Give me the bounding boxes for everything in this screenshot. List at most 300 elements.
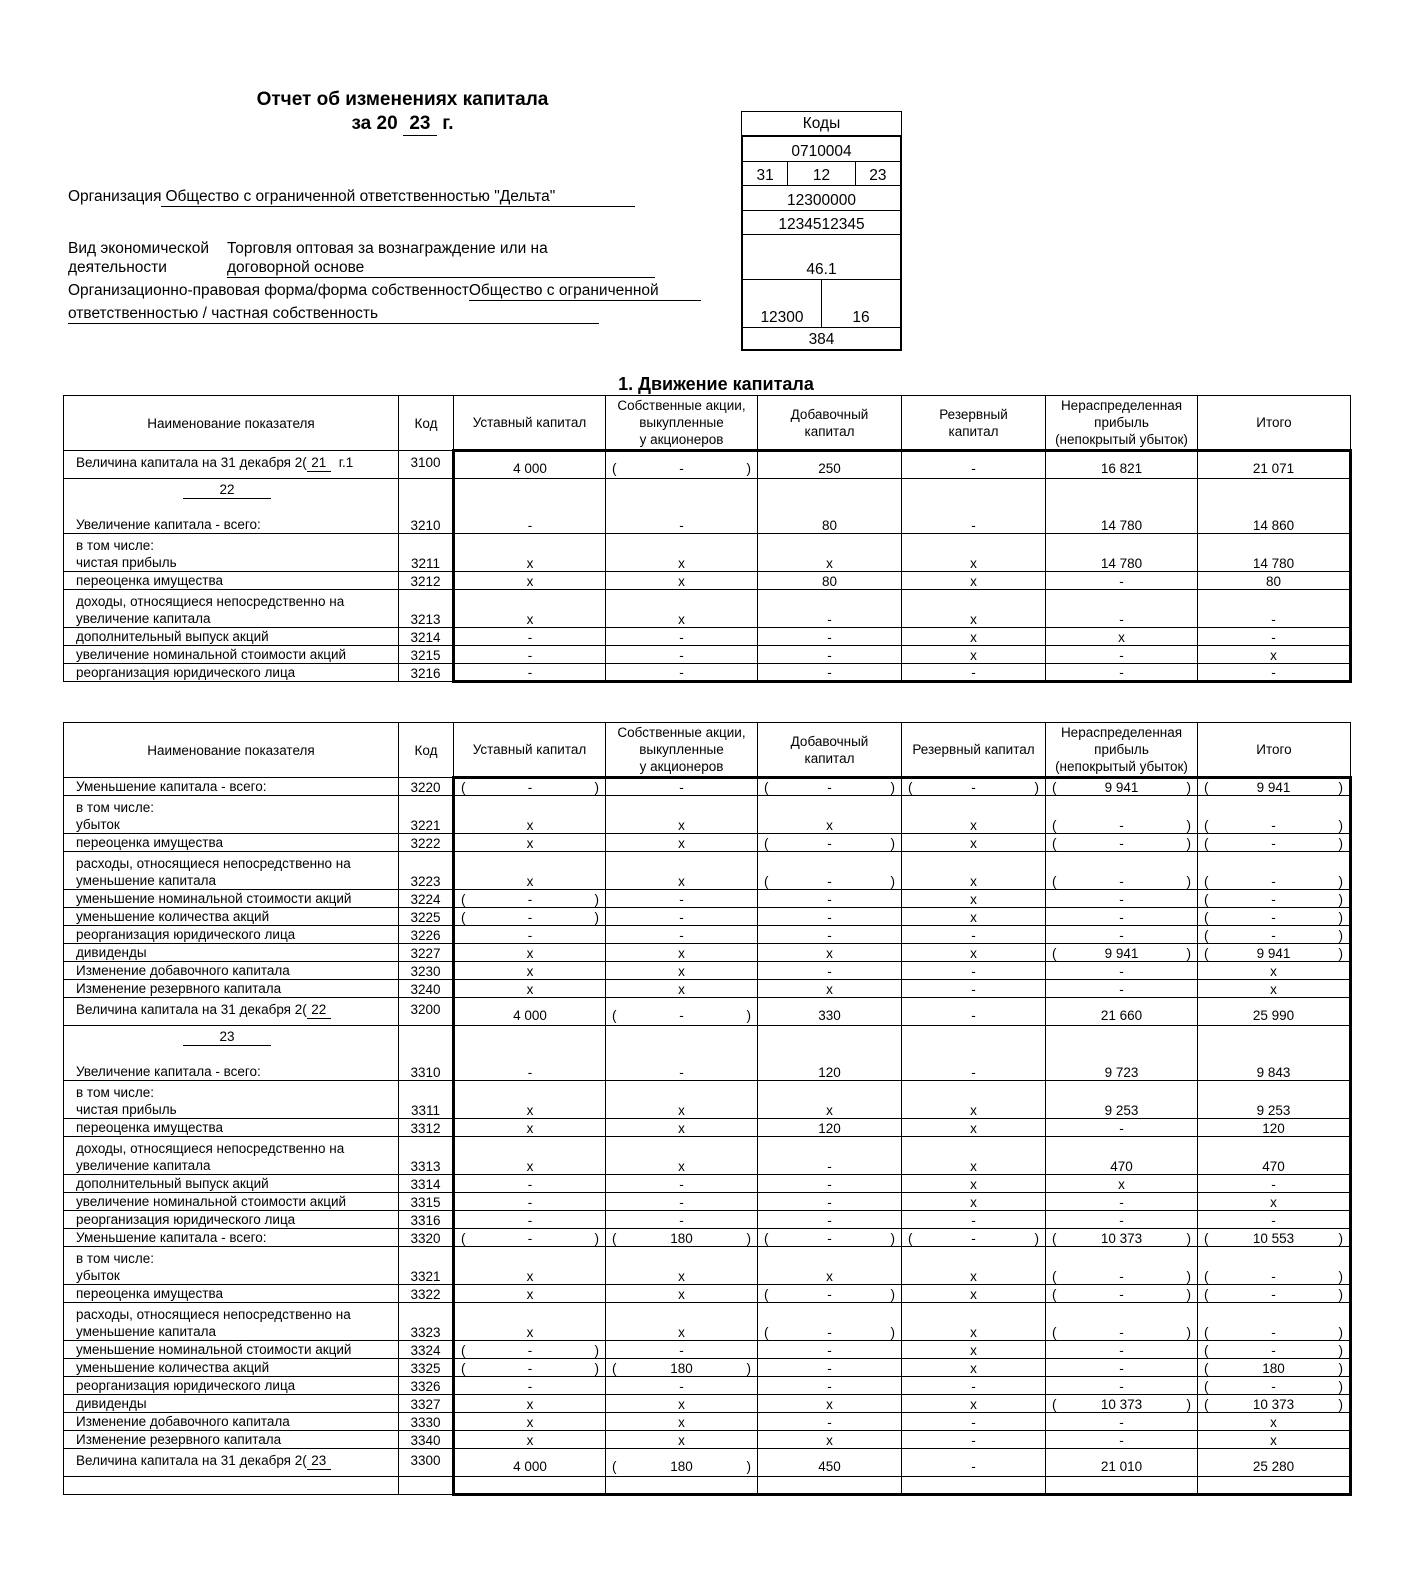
paren-close: )	[1338, 910, 1343, 925]
row-code: 3316	[399, 1211, 454, 1229]
row-name-text: уменьшение капитала	[76, 873, 216, 888]
cell-value: -	[527, 1343, 533, 1358]
paren-close: )	[1186, 836, 1191, 851]
cell-retained: -	[1046, 646, 1198, 664]
row-name	[64, 1081, 399, 1119]
cell-retained: -	[1046, 1359, 1198, 1377]
table-row	[64, 834, 1351, 852]
code-date-month: 12	[787, 162, 854, 185]
cell-additional	[758, 834, 902, 852]
table-row	[64, 1193, 1351, 1211]
col-retained: Нераспределенная прибыль (непокрытый убыток)	[1046, 723, 1198, 778]
cell-total: 25 280	[1198, 1449, 1351, 1477]
row-name	[64, 1193, 399, 1211]
cell-reserve: -	[902, 1377, 1046, 1395]
cell-value: -	[1119, 1325, 1124, 1340]
cell-reserve: -	[902, 1431, 1046, 1449]
cell-own-shares: -	[606, 908, 758, 926]
row-name	[64, 664, 399, 682]
cell-own-shares: x	[606, 1119, 758, 1137]
row-name-text: чистая прибыль	[76, 1102, 177, 1117]
cell-own-shares: x	[606, 1431, 758, 1449]
paren-open: (	[1204, 1269, 1209, 1284]
table-row	[64, 1395, 1351, 1413]
cell-retained: -	[1046, 1413, 1198, 1431]
cell-additional: -	[758, 1413, 902, 1431]
cell-charter: x	[454, 590, 606, 628]
col-own-shares: Собственные акции, выкупленные у акционеров	[606, 396, 758, 451]
cell-charter: -	[454, 926, 606, 944]
cell-reserve: -	[902, 1211, 1046, 1229]
report-period	[200, 113, 605, 136]
cell-additional	[758, 852, 902, 890]
row-name	[64, 908, 399, 926]
cell-value: -	[1271, 892, 1276, 907]
row-name-line1: в том числе:	[76, 538, 154, 553]
cell-own-shares	[606, 1229, 758, 1247]
section-title: 1. Движение капитала	[618, 374, 814, 394]
cell-value: -	[827, 1287, 832, 1302]
row-name-text: переоценка имущества	[76, 835, 223, 850]
paren-close: )	[890, 874, 895, 889]
row-code: 3322	[399, 1285, 454, 1303]
paren-close: )	[1338, 1379, 1343, 1394]
row-name	[64, 1119, 399, 1137]
row-code: 3315	[399, 1193, 454, 1211]
cell-own-shares: -	[606, 1377, 758, 1395]
cell-retained: -	[1046, 572, 1198, 590]
paren-open: (	[1052, 836, 1057, 851]
row-code: 3320	[399, 1229, 454, 1247]
cell-total: -	[1198, 590, 1351, 628]
row-code: 3330	[399, 1413, 454, 1431]
cell-value: -	[527, 780, 533, 795]
cell-value: -	[1271, 1269, 1276, 1284]
table-row	[64, 962, 1351, 980]
cell-own-shares: x	[606, 572, 758, 590]
paren-open: (	[908, 780, 913, 795]
paren-close: )	[746, 1231, 751, 1246]
paren-close: )	[1338, 1269, 1343, 1284]
row-code: 3221	[399, 796, 454, 834]
table-row	[64, 1303, 1351, 1341]
cell-value: 10 553	[1252, 1231, 1295, 1246]
paren-open: (	[1204, 1343, 1209, 1358]
row-name	[64, 1449, 399, 1477]
paren-open: (	[1052, 1287, 1057, 1302]
table-row	[64, 778, 1351, 796]
row-name-text: дивиденды	[76, 1396, 147, 1411]
cell-total: x	[1198, 1193, 1351, 1211]
balance-year: 22	[307, 1001, 331, 1019]
paren-close: )	[1338, 1397, 1343, 1412]
paren-close: )	[1338, 836, 1343, 851]
paren-close: )	[1186, 1269, 1191, 1284]
cell-value: 180	[670, 1459, 693, 1474]
col-total: Итого	[1198, 723, 1351, 778]
paren-close: )	[594, 910, 599, 925]
row-code: 3325	[399, 1359, 454, 1377]
table-row	[64, 479, 1351, 534]
col-own-shares: Собственные акции, выкупленные у акционеров	[606, 723, 758, 778]
paren-open: (	[612, 1008, 617, 1023]
row-code: 3340	[399, 1431, 454, 1449]
cell-charter: -	[454, 1211, 606, 1229]
paren-close: )	[1338, 1287, 1343, 1302]
paren-close: )	[746, 461, 751, 476]
col-reserve: Резервный капитал	[902, 723, 1046, 778]
cell-additional: 120	[758, 1026, 902, 1081]
table-row	[64, 572, 1351, 590]
row-name	[64, 1359, 399, 1377]
row-name-text: реорганизация юридического лица	[76, 1378, 296, 1393]
cell-value: -	[1119, 836, 1124, 851]
cell-value: -	[1271, 836, 1276, 851]
cell-additional	[758, 778, 902, 796]
paren-open: (	[1204, 946, 1209, 961]
row-code: 3224	[399, 890, 454, 908]
row-code: 3200	[399, 998, 454, 1026]
cell-value: -	[1271, 1287, 1276, 1302]
paren-open: (	[764, 836, 769, 851]
cell-total	[1198, 852, 1351, 890]
cell-retained	[1046, 834, 1198, 852]
row-name-text: дополнительный выпуск акций	[76, 1176, 269, 1191]
cell-additional: -	[758, 890, 902, 908]
paren-open: (	[1204, 910, 1209, 925]
row-name	[64, 944, 399, 962]
report-title: Отчет об изменениях капитала	[256, 89, 549, 110]
paren-open: (	[764, 874, 769, 889]
col-charter: Уставный капитал	[454, 396, 606, 451]
cell-own-shares: -	[606, 646, 758, 664]
empty-cell	[758, 1477, 902, 1495]
row-name	[64, 778, 399, 796]
code-date-year: 23	[855, 162, 900, 185]
cell-retained: 16 821	[1046, 451, 1198, 479]
table-row	[64, 1247, 1351, 1285]
row-name	[64, 852, 399, 890]
cell-additional: -	[758, 590, 902, 628]
row-code: 3326	[399, 1377, 454, 1395]
cell-reserve: -	[902, 479, 1046, 534]
paren-close: )	[594, 1231, 599, 1246]
cell-reserve: -	[902, 926, 1046, 944]
col-code: Код	[399, 723, 454, 778]
row-name	[64, 1431, 399, 1449]
paren-open: (	[1204, 892, 1209, 907]
cell-total: -	[1198, 1211, 1351, 1229]
cell-retained: -	[1046, 926, 1198, 944]
paren-open: (	[764, 780, 769, 795]
paren-open: (	[461, 910, 466, 925]
code-okpo: 12300000	[787, 192, 856, 209]
cell-value: -	[679, 1008, 684, 1023]
table-row	[64, 1137, 1351, 1175]
cell-additional: -	[758, 962, 902, 980]
paren-close: )	[594, 1361, 599, 1376]
cell-value: -	[827, 874, 832, 889]
row-name-text: Изменение резервного капитала	[76, 1432, 282, 1447]
balance-year: 21	[307, 454, 331, 472]
cell-reserve: x	[902, 1175, 1046, 1193]
cell-reserve: x	[902, 796, 1046, 834]
paren-close: )	[1186, 818, 1191, 833]
row-code: 3225	[399, 908, 454, 926]
legal-form-label: Организационно-правовая форма/форма собственност	[68, 282, 469, 299]
cell-charter: x	[454, 1431, 606, 1449]
cell-total: -	[1198, 628, 1351, 646]
cell-total: 25 990	[1198, 998, 1351, 1026]
row-code: 3323	[399, 1303, 454, 1341]
empty-cell	[399, 1477, 454, 1495]
cell-additional: x	[758, 1247, 902, 1285]
paren-open: (	[1052, 1231, 1057, 1246]
cell-own-shares	[606, 1359, 758, 1377]
cell-reserve: -	[902, 1026, 1046, 1081]
capital-movement-table-2	[63, 722, 1352, 1496]
table-row	[64, 1431, 1351, 1449]
cell-value: -	[527, 1231, 533, 1246]
cell-retained: 9 253	[1046, 1081, 1198, 1119]
cell-total	[1198, 834, 1351, 852]
row-name	[64, 628, 399, 646]
row-name-line1: расходы, относящиеся непосредственно на	[76, 1307, 351, 1322]
paren-open: (	[1052, 1269, 1057, 1284]
table-row	[64, 1175, 1351, 1193]
balance-year: 23	[307, 1452, 331, 1470]
cell-additional: 250	[758, 451, 902, 479]
cell-reserve: x	[902, 944, 1046, 962]
row-name-text: Величина капитала на 31 декабря 2(	[76, 1002, 307, 1017]
cell-total	[1198, 1359, 1351, 1377]
cell-charter: -	[454, 1026, 606, 1081]
cell-charter: x	[454, 834, 606, 852]
cell-reserve: x	[902, 1247, 1046, 1285]
cell-own-shares: x	[606, 1413, 758, 1431]
period-year: 23	[403, 113, 437, 136]
cell-additional: -	[758, 1211, 902, 1229]
col-code: Код	[399, 396, 454, 451]
paren-open: (	[1052, 946, 1057, 961]
table-row	[64, 1081, 1351, 1119]
cell-value: 10 373	[1100, 1231, 1143, 1246]
cell-value: -	[971, 1231, 976, 1246]
paren-open: (	[1052, 1325, 1057, 1340]
paren-open: (	[461, 780, 466, 795]
row-name	[64, 1285, 399, 1303]
cell-reserve: x	[902, 1341, 1046, 1359]
organization-label: Организация	[68, 188, 162, 205]
row-code: 3313	[399, 1137, 454, 1175]
row-name-line1: доходы, относящиеся непосредственно на	[76, 1141, 345, 1156]
paren-close: )	[1186, 1231, 1191, 1246]
empty-cell	[606, 1477, 758, 1495]
cell-value: 10 373	[1252, 1397, 1295, 1412]
cell-value: 9 941	[1104, 946, 1139, 961]
legal-form-field	[68, 282, 701, 301]
paren-open: (	[1052, 818, 1057, 833]
cell-additional: x	[758, 1431, 902, 1449]
paren-open: (	[612, 1231, 617, 1246]
cell-additional: -	[758, 1193, 902, 1211]
cell-own-shares: x	[606, 534, 758, 572]
table-row	[64, 1119, 1351, 1137]
balance-year-suffix: г.1	[338, 455, 354, 470]
cell-retained: -	[1046, 980, 1198, 998]
cell-total	[1198, 944, 1351, 962]
cell-value: -	[1271, 1325, 1276, 1340]
cell-reserve: -	[902, 664, 1046, 682]
paren-open: (	[612, 461, 617, 476]
cell-value: 180	[1262, 1361, 1285, 1376]
cell-retained: -	[1046, 664, 1198, 682]
row-code: 3214	[399, 628, 454, 646]
cell-total: 9 843	[1198, 1026, 1351, 1081]
cell-total: x	[1198, 962, 1351, 980]
cell-additional	[758, 1303, 902, 1341]
paren-open: (	[764, 1231, 769, 1246]
table-row	[64, 908, 1351, 926]
row-code: 3223	[399, 852, 454, 890]
cell-additional: x	[758, 944, 902, 962]
cell-own-shares: x	[606, 1285, 758, 1303]
row-name-text: увеличение номинальной стоимости акций	[76, 1194, 347, 1209]
cell-total	[1198, 908, 1351, 926]
cell-own-shares: x	[606, 1303, 758, 1341]
cell-value: -	[1119, 818, 1124, 833]
table-row	[64, 1449, 1351, 1477]
row-code: 3300	[399, 1449, 454, 1477]
row-name-text: реорганизация юридического лица	[76, 665, 296, 680]
paren-open: (	[1204, 874, 1209, 889]
cell-charter: x	[454, 980, 606, 998]
row-code: 3220	[399, 778, 454, 796]
cell-own-shares: -	[606, 1211, 758, 1229]
paren-open: (	[461, 1231, 466, 1246]
row-name-text: Изменение резервного капитала	[76, 981, 282, 996]
paren-open: (	[612, 1361, 617, 1376]
cell-own-shares: x	[606, 980, 758, 998]
cell-own-shares: x	[606, 1247, 758, 1285]
row-name	[64, 998, 399, 1026]
paren-close: )	[1338, 892, 1343, 907]
paren-close: )	[1338, 946, 1343, 961]
cell-reserve: x	[902, 834, 1046, 852]
table-row	[64, 1377, 1351, 1395]
col-name: Наименование показателя	[64, 723, 399, 778]
cell-total	[1198, 890, 1351, 908]
paren-open: (	[1204, 818, 1209, 833]
cell-retained: -	[1046, 962, 1198, 980]
row-name	[64, 1137, 399, 1175]
row-name-text: переоценка имущества	[76, 1120, 223, 1135]
paren-close: )	[1186, 874, 1191, 889]
table-row	[64, 998, 1351, 1026]
row-name-text: Величина капитала на 31 декабря 2(	[76, 1453, 307, 1468]
cell-additional: -	[758, 664, 902, 682]
row-code: 3222	[399, 834, 454, 852]
cell-value: -	[1271, 928, 1276, 943]
cell-retained	[1046, 1247, 1198, 1285]
cell-additional: -	[758, 646, 902, 664]
row-name	[64, 1229, 399, 1247]
cell-additional: x	[758, 980, 902, 998]
cell-reserve: x	[902, 908, 1046, 926]
cell-value: -	[527, 892, 533, 907]
empty-cell	[1046, 1477, 1198, 1495]
cell-total	[1198, 796, 1351, 834]
cell-charter: x	[454, 962, 606, 980]
paren-open: (	[1204, 1287, 1209, 1302]
cell-retained	[1046, 852, 1198, 890]
cell-charter: -	[454, 628, 606, 646]
paren-open: (	[1204, 1361, 1209, 1376]
paren-open: (	[1204, 1231, 1209, 1246]
row-name-line1: расходы, относящиеся непосредственно на	[76, 856, 351, 871]
col-reserve: Резервный капитал	[902, 396, 1046, 451]
codes-box	[741, 111, 902, 351]
cell-value: 9 941	[1256, 946, 1291, 961]
organization-value: Общество с ограниченной ответственностью "Дельта"	[161, 188, 635, 207]
cell-reserve: x	[902, 572, 1046, 590]
period-suffix: г.	[442, 113, 454, 134]
cell-retained: 14 780	[1046, 479, 1198, 534]
cell-total	[1198, 1303, 1351, 1341]
row-name	[64, 1341, 399, 1359]
table-row	[64, 1341, 1351, 1359]
cell-additional: x	[758, 796, 902, 834]
cell-charter: x	[454, 1395, 606, 1413]
activity-label	[68, 239, 209, 277]
col-total: Итого	[1198, 396, 1351, 451]
empty-cell	[454, 1477, 606, 1495]
paren-close: )	[1186, 1325, 1191, 1340]
row-name-text: уменьшение количества акций	[76, 1360, 270, 1375]
cell-additional	[758, 1229, 902, 1247]
row-code: 3230	[399, 962, 454, 980]
paren-close: )	[746, 1459, 751, 1474]
paren-open: (	[1204, 780, 1209, 795]
cell-charter: 4 000	[454, 451, 606, 479]
code-okopf: 12300	[760, 309, 804, 326]
cell-total	[1198, 1229, 1351, 1247]
paren-close: )	[890, 1325, 895, 1340]
cell-total: 14 860	[1198, 479, 1351, 534]
table-row	[64, 796, 1351, 834]
row-code: 3227	[399, 944, 454, 962]
cell-retained	[1046, 944, 1198, 962]
cell-additional: x	[758, 1081, 902, 1119]
cell-charter	[454, 908, 606, 926]
cell-value: -	[527, 910, 533, 925]
col-retained: Нераспределенная прибыль (непокрытый убыток)	[1046, 396, 1198, 451]
cell-reserve: x	[902, 1303, 1046, 1341]
paren-close: )	[890, 1287, 895, 1302]
cell-total: x	[1198, 980, 1351, 998]
cell-additional: -	[758, 628, 902, 646]
cell-total: x	[1198, 646, 1351, 664]
cell-value: -	[827, 780, 832, 795]
cell-retained	[1046, 1303, 1198, 1341]
cell-own-shares	[606, 451, 758, 479]
cell-total	[1198, 1395, 1351, 1413]
cell-retained: 21 660	[1046, 998, 1198, 1026]
cell-additional: 80	[758, 479, 902, 534]
cell-own-shares	[606, 998, 758, 1026]
cell-reserve	[902, 778, 1046, 796]
cell-value: -	[1271, 910, 1276, 925]
